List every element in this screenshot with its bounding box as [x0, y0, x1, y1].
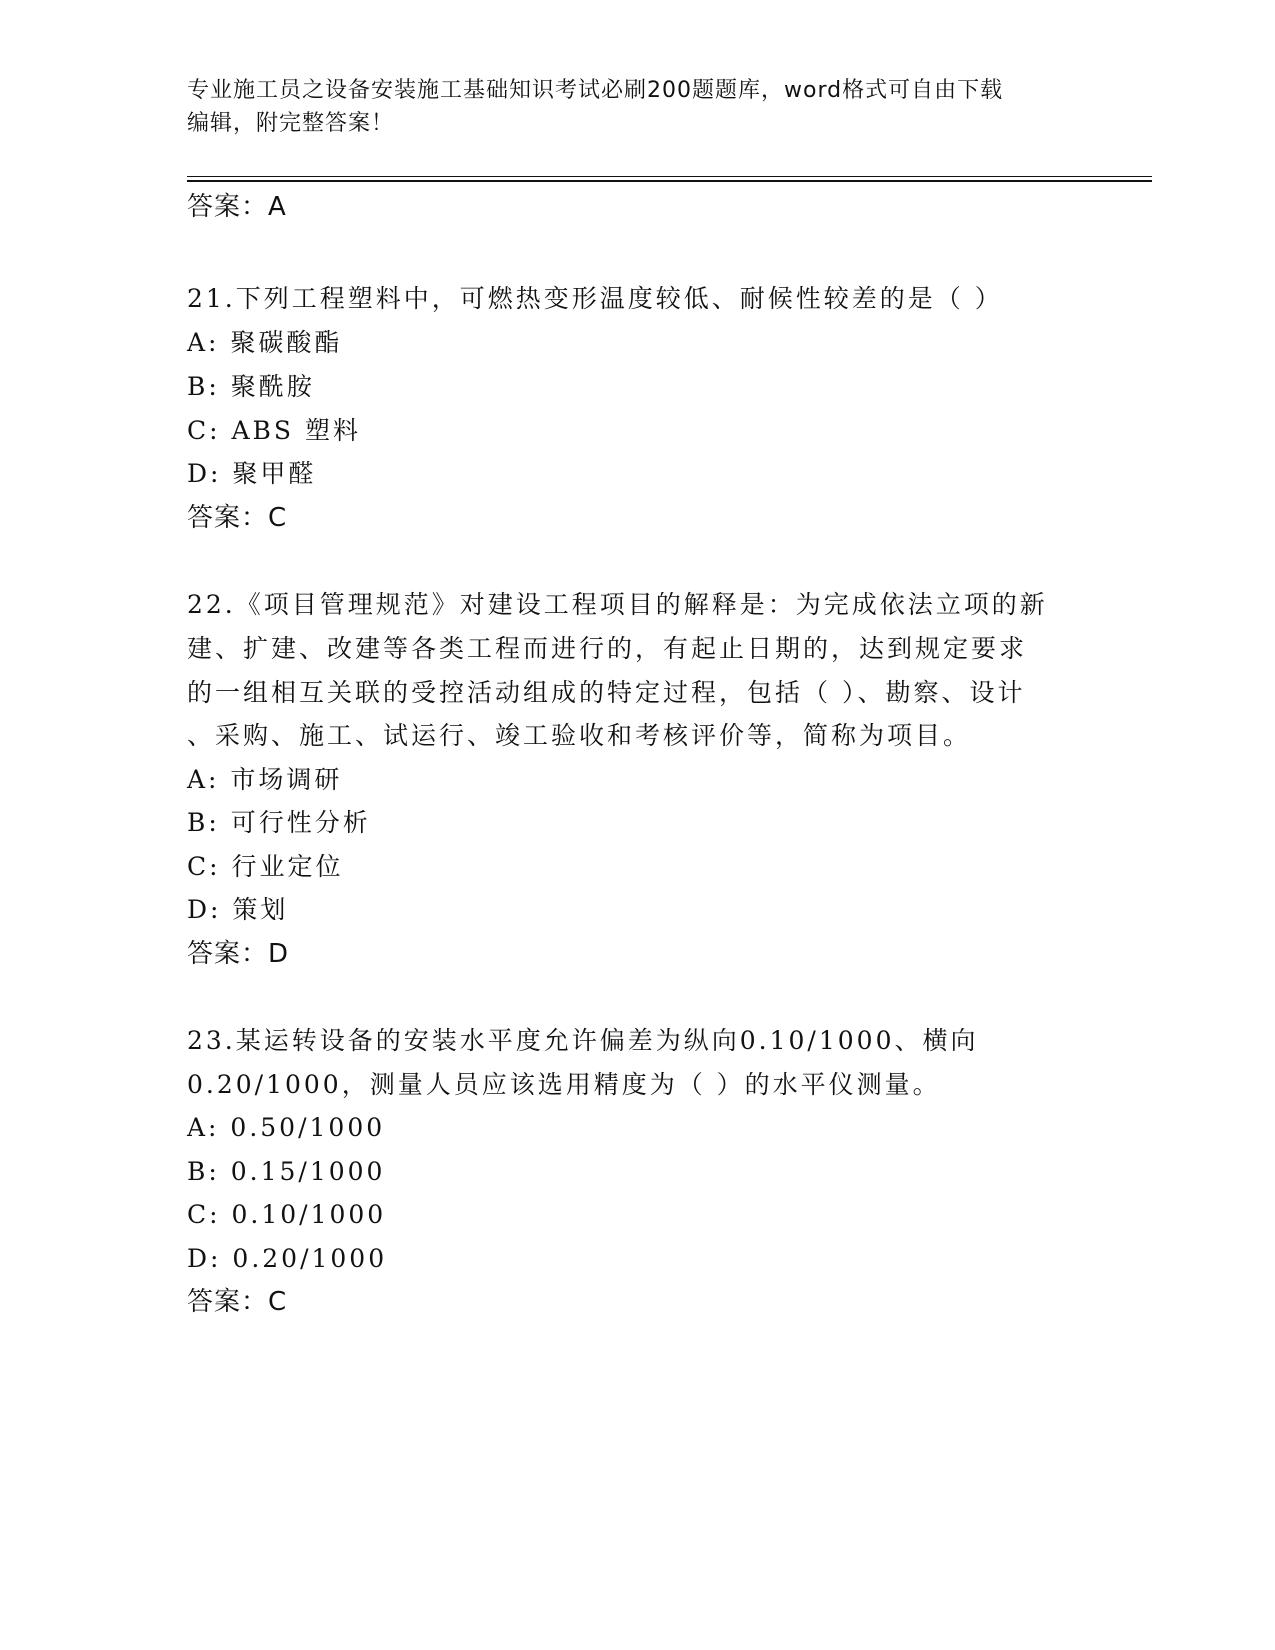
question-22-option-b: B: 可行性分析 [187, 808, 371, 837]
question-21-option-b: B: 聚酰胺 [187, 372, 315, 401]
question-22-stem-line-4: 、采购、施工、试运行、竣工验收和考核评价等，简称为项目。 [187, 721, 972, 750]
document-header [187, 74, 1087, 140]
question-21-stem: 21.下列工程塑料中，可燃热变形温度较低、耐候性较差的是（ ） [187, 284, 1003, 313]
question-23-stem-line-1: 23.某运转设备的安装水平度允许偏差为纵向0.10/1000、横向 [187, 1026, 979, 1055]
answer-prev: 答案：A [187, 192, 287, 222]
question-22-stem-line-1: 22.《项目管理规范》对建设工程项目的解释是：为完成依法立项的新 [187, 590, 1048, 619]
question-21-answer: 答案：C [187, 503, 288, 533]
question-22-option-a: A: 市场调研 [187, 765, 343, 794]
question-22-option-d: D: 策划 [187, 895, 289, 924]
question-22-option-c: C: 行业定位 [187, 852, 344, 881]
header-line-1: 专业施工员之设备安装施工基础知识考试必刷200题题库，word格式可自由下载 [187, 78, 1004, 103]
question-21-option-a: A: 聚碳酸酯 [187, 328, 343, 357]
question-23-option-c: C: 0.10/1000 [187, 1200, 387, 1229]
question-22-answer: 答案：D [187, 939, 290, 969]
question-23-option-d: D: 0.20/1000 [187, 1244, 388, 1273]
header-divider-thin [187, 176, 1152, 177]
question-22-stem-line-2: 建、扩建、改建等各类工程而进行的，有起止日期的，达到规定要求 [187, 634, 1028, 663]
question-23-stem-line-2: 0.20/1000，测量人员应该选用精度为（ ）的水平仪测量。 [187, 1070, 941, 1099]
question-21-option-c: C: ABS 塑料 [187, 416, 361, 445]
header-line-2: 编辑，附完整答案！ [187, 111, 395, 136]
question-23-option-b: B: 0.15/1000 [187, 1157, 386, 1186]
question-23-option-a: A: 0.50/1000 [187, 1113, 386, 1142]
question-22-stem-line-3: 的一组相互关联的受控活动组成的特定过程，包括（ ）、勘察、设计 [187, 678, 1026, 707]
question-21-option-d: D: 聚甲醛 [187, 459, 317, 488]
question-23-answer: 答案：C [187, 1287, 288, 1317]
header-divider-thick [187, 180, 1152, 182]
